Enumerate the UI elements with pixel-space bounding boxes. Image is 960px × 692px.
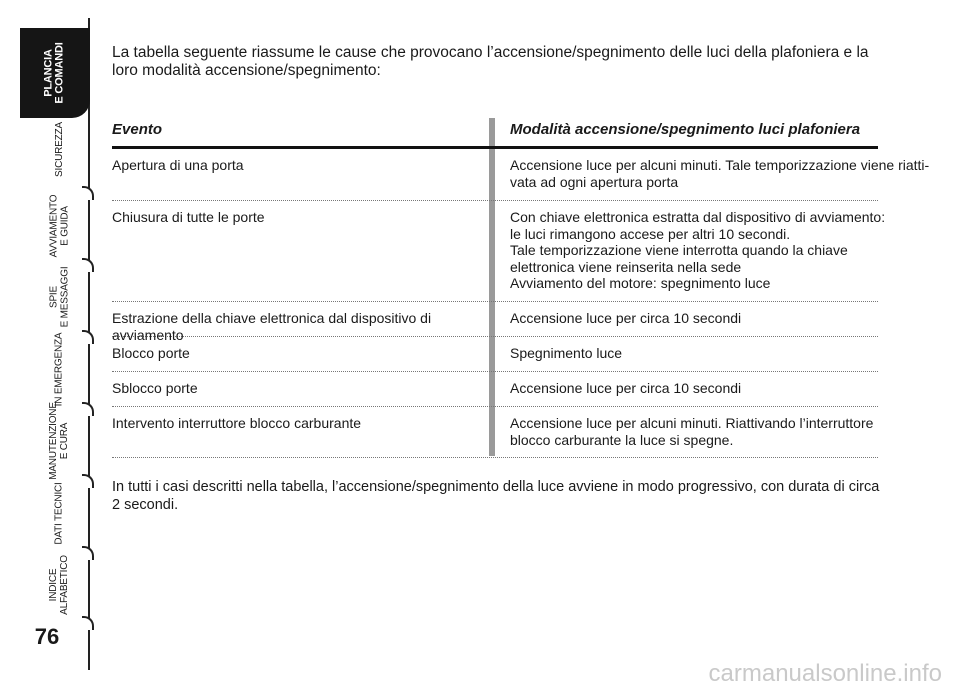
table-row <box>112 149 930 201</box>
page-number: 76 <box>34 624 60 649</box>
mode-line: le luci rimangono accese per altri 10 secondi. <box>510 225 791 242</box>
courtesy-light-table <box>112 118 930 458</box>
tab-label: IN EMERGENZA <box>53 332 65 406</box>
tab-label: SPIE E MESSAGGI <box>47 266 70 328</box>
table-header <box>112 118 878 149</box>
closing-paragraph: In tutti i casi descritti nella tabella, l’accensione/spegnimento della luce avviene in modo progressivo, con durata di circa 2 secondi. <box>112 479 880 513</box>
mode-cell <box>510 157 930 190</box>
mode-line: Accensione luce per alcuni minuti. Tale temporizzazione viene riatti- <box>510 157 930 173</box>
tab-in-emergenza[interactable] <box>20 332 98 406</box>
mode-line: Tale temporizzazione viene interrotta quando la chiave <box>510 242 848 258</box>
tab-label: AVVIAMENTO E GUIDA <box>48 194 70 258</box>
tab-divider <box>82 616 94 630</box>
mode-line: Accensione luce per circa 10 secondi <box>510 380 742 396</box>
tab-indice-alfabetico[interactable] <box>20 554 98 616</box>
intro-paragraph: La tabella seguente riassume le cause che provocano l’accensione/spegnimento delle luci della plafoniera e la loro modalità accensione/spegnimento: <box>112 44 869 79</box>
mode-line: Accensione luce per circa 10 secondi <box>510 310 742 326</box>
tab-avviamento-e-guida[interactable] <box>20 195 98 257</box>
tab-label: SICUREZZA <box>53 121 65 177</box>
tab-spie-e-messaggi[interactable] <box>20 266 98 328</box>
mode-line: Accensione luce per alcuni minuti. Riattivando l’interruttore <box>510 415 874 431</box>
tab-label: PLANCIA E COMANDI <box>43 42 66 104</box>
event-cell: Intervento interruttore blocco carburante <box>112 415 362 431</box>
header-modalita: Modalità accensione/spegnimento luci plafoniera <box>510 121 861 138</box>
tab-plancia-e-comandi[interactable] <box>20 28 90 118</box>
mode-cell <box>510 415 880 448</box>
chapter-tab-strip <box>0 0 105 692</box>
header-evento: Evento <box>112 121 163 138</box>
tab-label: DATI TECNICI <box>53 481 65 545</box>
event-cell: Apertura di una porta <box>112 157 244 173</box>
mode-line: blocco carburante la luce si spegne. <box>510 431 734 448</box>
mode-cell <box>510 310 880 327</box>
mode-line: Con chiave elettronica estratta dal dispositivo di avviamento: <box>510 209 886 225</box>
mode-line: Spegnimento luce <box>510 345 623 361</box>
watermark: carmanualsonline.info <box>708 660 942 687</box>
tab-sicurezza[interactable] <box>20 118 98 180</box>
table-row <box>112 372 878 407</box>
mode-cell <box>510 209 886 292</box>
tab-dati-tecnici[interactable] <box>20 482 98 544</box>
table-row <box>112 337 878 372</box>
event-cell: Estrazione della chiave elettronica dal dispositivo di avviamento <box>112 310 432 343</box>
event-cell: Blocco porte <box>112 345 190 361</box>
mode-line: vata ad ogni apertura porta <box>510 173 679 190</box>
event-cell: Chiusura di tutte le porte <box>112 209 265 225</box>
mode-line: elettronica viene reinserita nella sede <box>510 258 742 275</box>
tab-label: MANUTENZIONE E CURA <box>47 402 70 480</box>
mode-cell <box>510 380 880 397</box>
mode-cell <box>510 345 880 362</box>
table-row <box>112 407 878 458</box>
table-row <box>112 201 886 302</box>
tab-manutenzione-e-cura[interactable] <box>20 402 98 480</box>
table-row <box>112 302 878 343</box>
mode-line: Avviamento del motore: spegnimento luce <box>510 275 771 291</box>
tab-label: INDICE ALFABETICO <box>48 555 70 615</box>
event-cell: Sblocco porte <box>112 380 198 396</box>
